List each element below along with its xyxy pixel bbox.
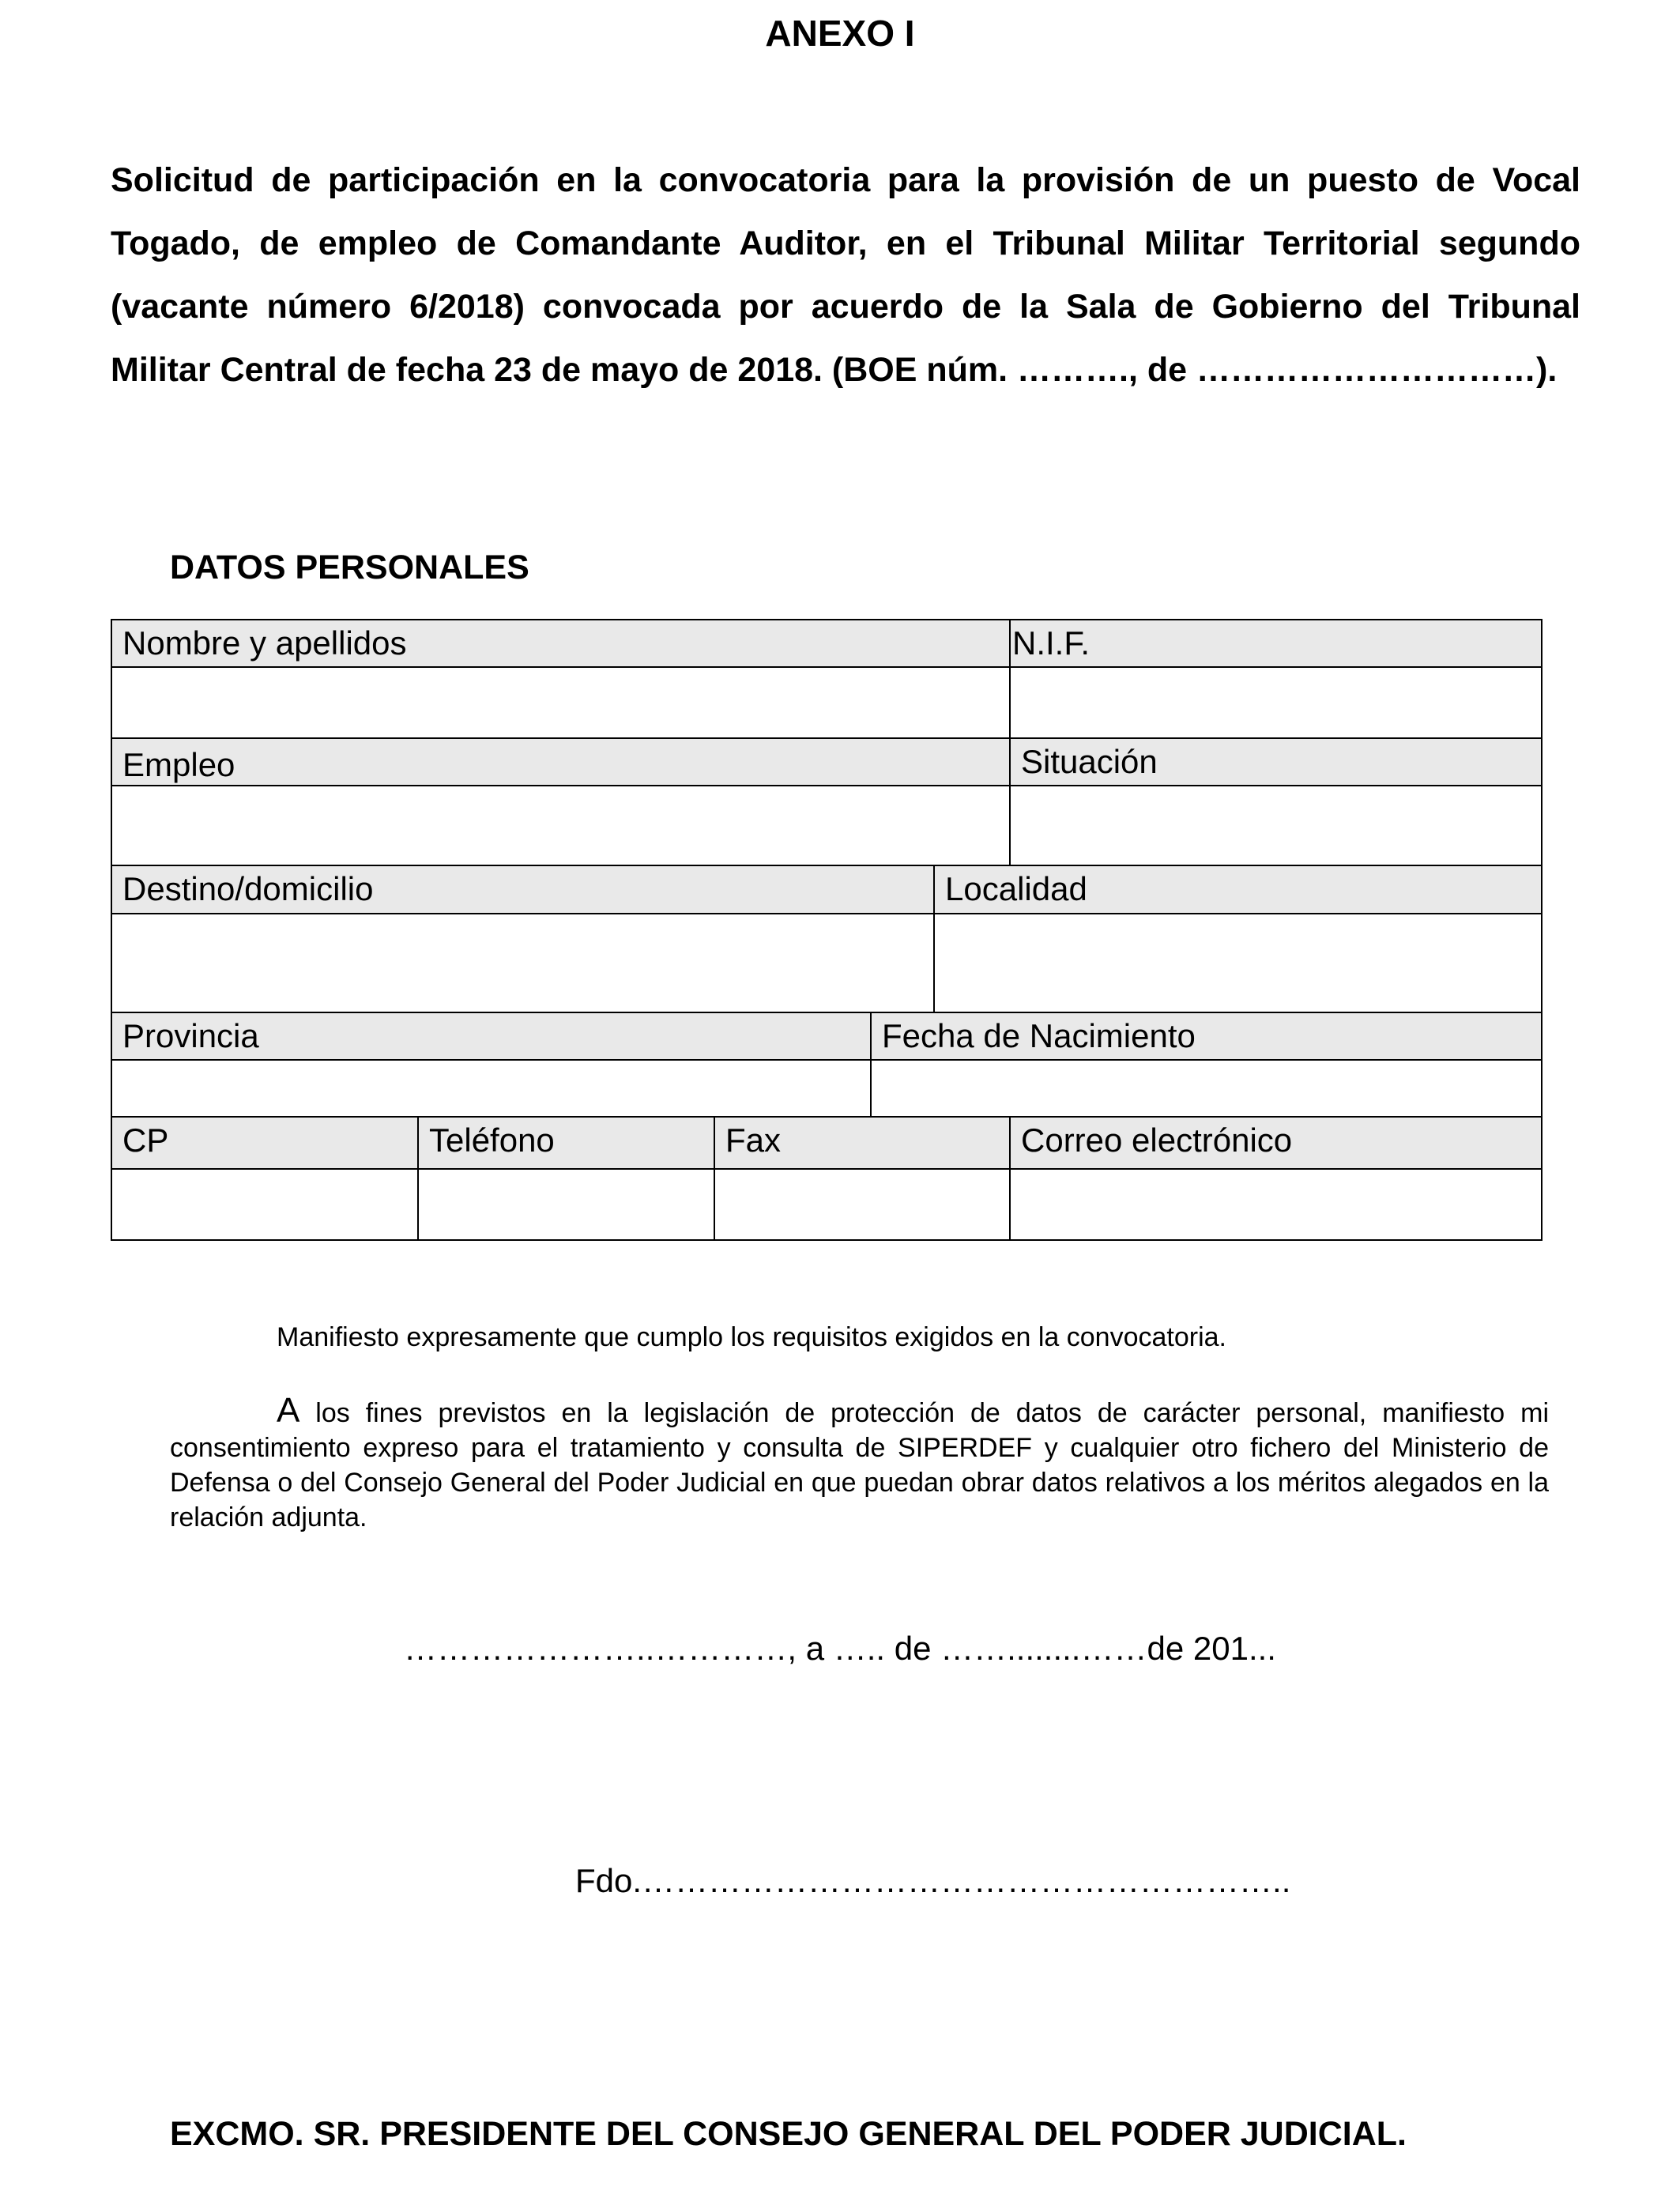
empleo-field[interactable] — [111, 785, 1011, 866]
correo-label: Correo electrónico — [1009, 1116, 1543, 1170]
destino-label: Destino/domicilio — [111, 865, 935, 914]
destino-field[interactable] — [111, 913, 935, 1013]
situacion-label: Situación — [1009, 737, 1543, 786]
cp-field[interactable] — [111, 1168, 419, 1241]
document-title: ANEXO I — [765, 13, 915, 54]
request-description: Solicitud de participación en la convocatoria para la provisión de un puesto de Vocal Togado, de empleo de Comandante Auditor, en el Tribunal Militar Territorial segundo (vacante número 6/2018) convocada por acuerdo de la Sala de Gobierno del Tribunal Militar Central de fecha 23 de mayo de 2018. (BOE núm. ………., de …………………………). — [111, 161, 1580, 389]
telefono-field[interactable] — [417, 1168, 715, 1241]
addressee: EXCMO. SR. PRESIDENTE DEL CONSEJO GENERAL DEL PODER JUDICIAL. — [170, 2115, 1407, 2153]
situacion-field[interactable] — [1009, 785, 1543, 866]
requirements-declaration: Manifiesto expresamente que cumplo los requisitos exigidos en la convocatoria. — [277, 1322, 1226, 1352]
fecha-nacimiento-label: Fecha de Nacimiento — [870, 1012, 1543, 1061]
fecha-nacimiento-field[interactable] — [870, 1059, 1543, 1118]
provincia-field[interactable] — [111, 1059, 872, 1118]
nombre-label: Nombre y apellidos — [111, 619, 1011, 668]
place-date-line: …………………..…………, a ….. de ……........……de 201... — [404, 1630, 1276, 1667]
fax-field[interactable] — [714, 1168, 1011, 1241]
localidad-label: Localidad — [933, 865, 1543, 914]
data-consent-paragraph — [170, 1393, 1549, 1535]
cp-label: CP — [111, 1116, 419, 1170]
nif-label: N.I.F. — [1009, 619, 1543, 668]
consent-initial: A — [277, 1391, 300, 1430]
telefono-label: Teléfono — [417, 1116, 715, 1170]
signature-line: Fdo.………………………………………………….. — [575, 1862, 1291, 1899]
correo-field[interactable] — [1009, 1168, 1543, 1241]
nif-field[interactable] — [1009, 666, 1543, 739]
fax-label: Fax — [714, 1116, 1011, 1170]
consent-text: los fines previstos en la legislación de protección de datos de carácter personal, manifiesto mi consentimiento expreso para el tratamiento y consulta de SIPERDEF y cualquier otro fichero del Ministerio de Defensa o del Consejo General del Poder Judicial en que puedan obrar datos relativos a los méritos alegados en la relación adjunta. — [170, 1398, 1549, 1532]
localidad-field[interactable] — [933, 913, 1543, 1013]
empleo-label: Empleo — [111, 737, 1011, 786]
nombre-field[interactable] — [111, 666, 1011, 739]
section-heading-personal-data: DATOS PERSONALES — [170, 548, 529, 586]
provincia-label: Provincia — [111, 1012, 872, 1061]
